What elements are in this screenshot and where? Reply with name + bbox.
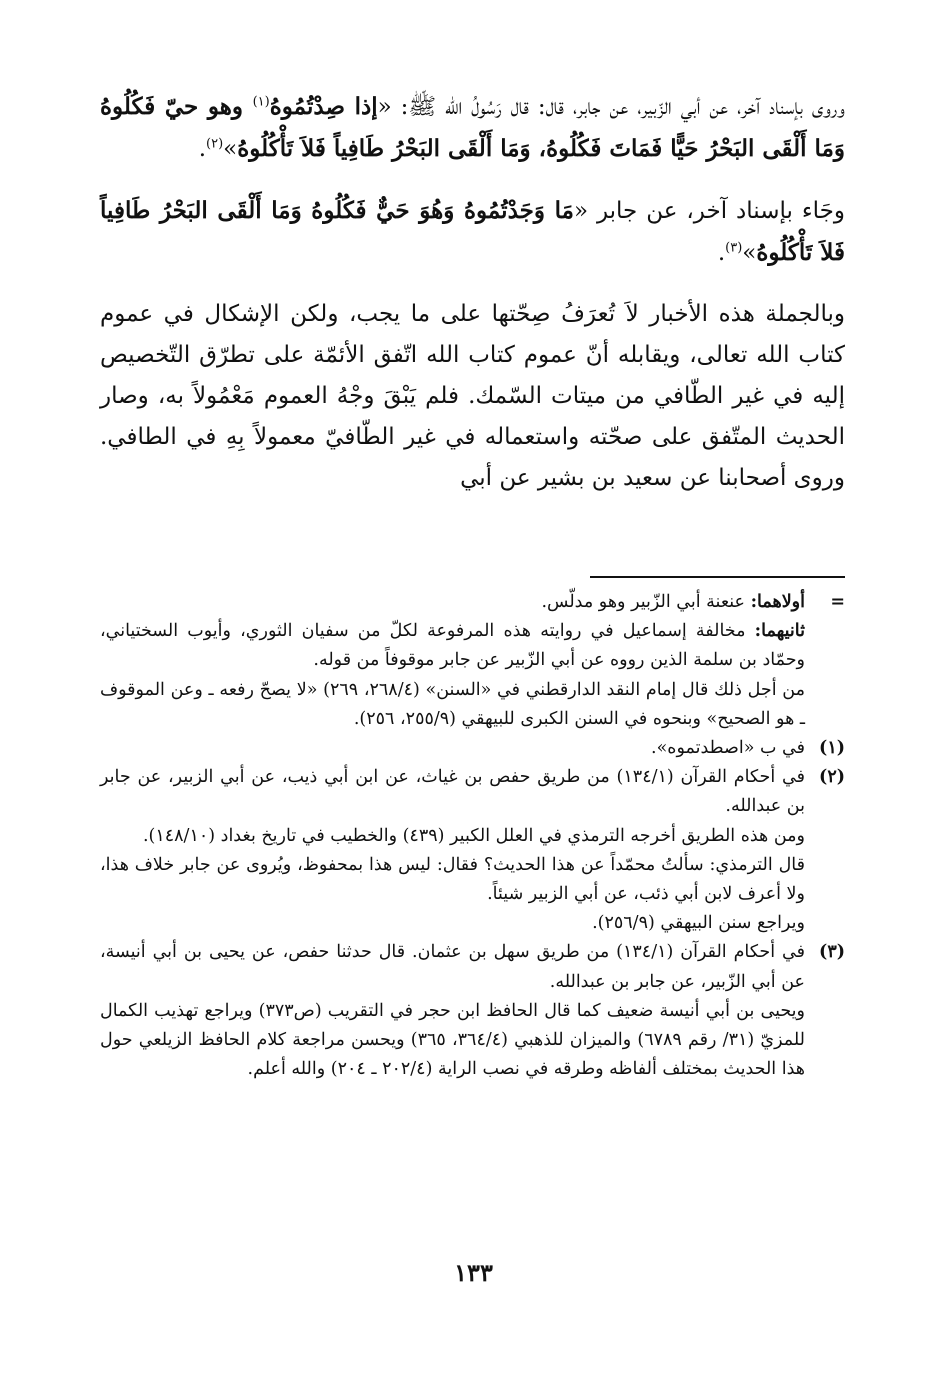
hadith-text: إذا صِدْتُمُوهُ — [269, 93, 378, 120]
note-text: في ب «اصطدتموه». — [651, 738, 805, 759]
note-text: مخالفة إسماعيل في روايته هذه المرفوعة لكلّ من سفيان الثوري، وأيوب السختياني، وحمّاد بن سلمة الذين رووه عن أبي الزّبير عن جابر موقوفاً من قوله. — [100, 621, 805, 671]
note-text: عنعنة أبي الزّبير وهو مدلّس. — [541, 592, 751, 612]
footnote-1 — [100, 734, 845, 763]
text: وروى بإسناد آخر، عن أبي الزّبير، عن جابر، قال: قال رَسُولُ الله ﷺ: « — [377, 94, 845, 120]
hadith-text: وهو حيّ فَكُلُوهُ وَمَا أَلْقَى البَحْرُ حَيًّا فَمَاتَ فَكُلُوهُ، وَمَا أَلْقَى البَحْرُ طَافِياً فَلاَ تَأْكُلُوهُ — [100, 93, 845, 162]
note-text: ويراجع سنن البيهقي (٢٥٦/٩). — [592, 913, 805, 934]
note-label: ثانيهما: — [754, 621, 805, 642]
paragraph-1 — [100, 86, 845, 170]
footnote-ref-3: (٣) — [725, 240, 743, 256]
footnote-continuation — [100, 588, 845, 734]
text: » — [742, 240, 757, 266]
paragraph-2 — [100, 190, 845, 274]
note-line: من أجل ذلك قال إمام النقد الدارقطني في «السنن» (٢٦٨/٤، ٢٦٩) «لا يصحّ رفعه ـ وعن الموقوف ـ هو الصحيح» وبنحوه في السنن الكبرى للبيهقي (٢٥٥/٩، ٢٥٦). — [100, 679, 805, 729]
paragraph-3 — [100, 294, 845, 499]
footnote-number: (٣) — [819, 942, 845, 963]
text: . — [198, 136, 206, 162]
text: » — [223, 136, 238, 162]
text: . — [717, 240, 726, 266]
footnote-3 — [100, 938, 845, 1084]
note-text: ومن هذه الطريق أخرجه الترمذي في العلل الكبير (٤٣٩) والخطيب في تاريخ بغداد (١٤٨/١٠). — [142, 825, 805, 846]
footnotes — [100, 588, 845, 1084]
note-text: قال الترمذي: سألتُ محمّداً عن هذا الحديث؟ فقال: ليس هذا بمحفوظ، ويُروى عن جابر خلاف هذا، ولا أعرف لابن أبي ذئب، عن أبي الزبير شيئاً. — [100, 854, 805, 905]
footnote-ref-2: (٢) — [206, 136, 224, 152]
continuation-marker: = — [830, 592, 845, 612]
footnote-number: (١) — [819, 738, 845, 759]
footnote-2 — [100, 763, 845, 938]
main-text — [100, 86, 845, 519]
page-number: ١٣٣ — [454, 1258, 493, 1287]
text: وجَاء بإسناد آخر، عن جابر « — [573, 198, 846, 224]
footnote-ref-1: (١) — [252, 94, 270, 110]
note-text: في أحكام القرآن (١٣٤/١) من طريق سهل بن عثمان. قال حدثنا حفص، عن يحيى بن أبي أنيسة، عن أبي الزّبير، عن جابر بن عبدالله. — [100, 942, 805, 992]
note-label: أولاهما: — [750, 592, 805, 612]
hadith-text: مَا وَجَدْتُمُوهُ وَهُوَ حَيٌّ فَكُلُوهُ وَمَا أَلْقَى البَحْرُ طَافِياً فَلاَ تَأْكُلُوهُ — [100, 197, 845, 266]
note-line — [100, 617, 805, 675]
note-line — [100, 588, 805, 617]
footnote-number: (٢) — [819, 767, 845, 788]
note-text: في أحكام القرآن (١٣٤/١) من طريق حفص بن غياث، عن ابن أبي ذيب، عن أبي الزبير، عن جابر بن عبدالله. — [100, 767, 805, 817]
footnote-divider — [590, 576, 845, 578]
note-text: ويحيى بن أبي أنيسة ضعيف كما قال الحافظ ابن حجر في التقريب (ص٣٧٣) ويراجع تهذيب الكمال للمزيّ (٣١/ رقم ٦٧٨٩) والميزان للذهبي (٣٦٤/٤، ٣٦٥) ويحسن مراجعة كلام الحافظ الزيلعي حول هذا الحديث بمختلف ألفاظه وطرقه في نصب الراية (٢٠٢/٤ ـ ٢٠٤) والله أعلم. — [100, 1000, 806, 1080]
paragraph-text: وبالجملة هذه الأخبار لاَ تُعرَفُ صِحّتها على ما يجب، ولكن الإشكال في عموم كتاب الله تعالى، ويقابله أنّ عموم كتاب الله اتّفق الأئمّة على تطرّق التّخصيص إليه في غير الطّافي من ميتات السّمك. فلم يَبْقَ وجْهُ العموم مَعْمُولاً به، وصار الحديث المتّفق على صحّته واستعماله في غير الطّافيّ معمولاً بِهِ في الطافي. وروى أصحابنا عن سعيد بن بشير عن أبي — [100, 301, 845, 491]
